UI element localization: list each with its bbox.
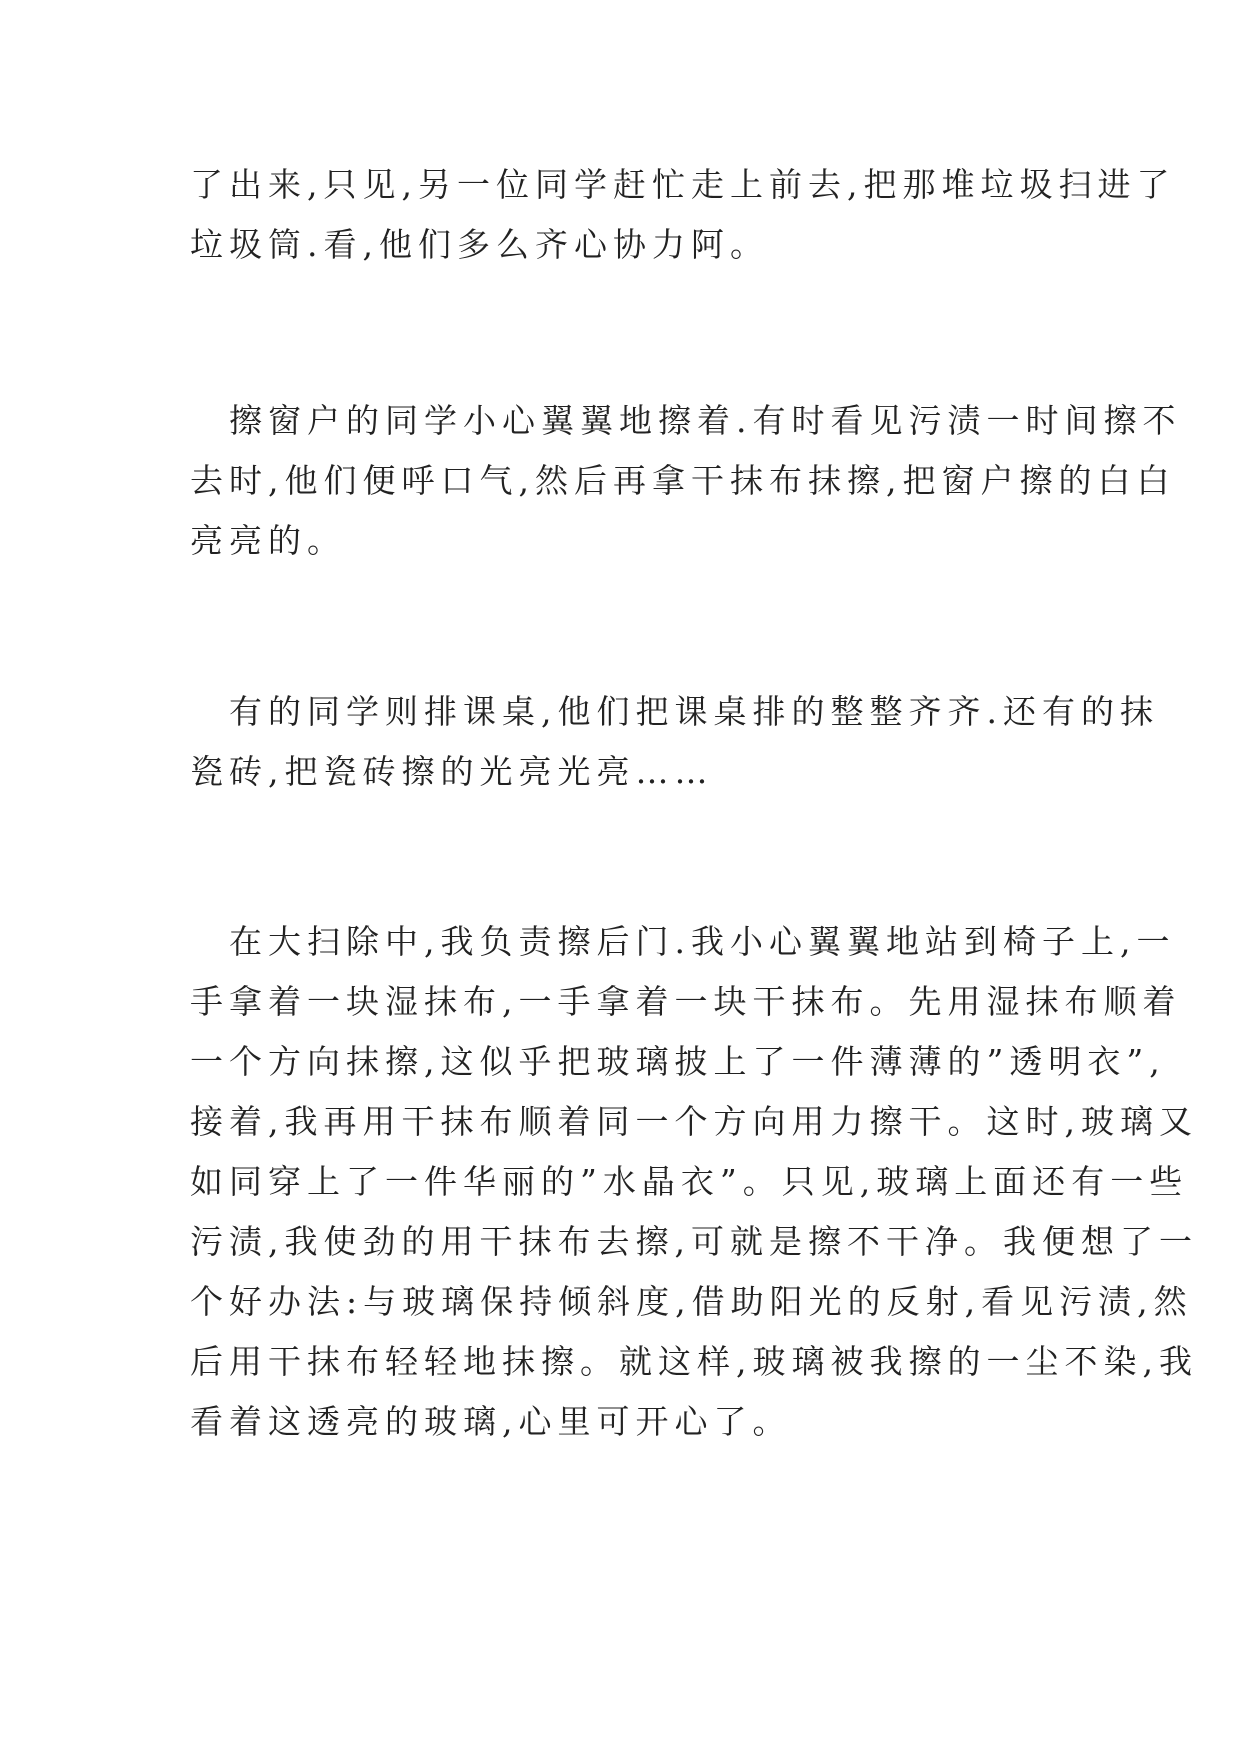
paragraph-line: 接着,我再用干抹布顺着同一个方向用力擦干。这时,玻璃又 <box>190 1102 1198 1141</box>
paragraph-line: 手拿着一块湿抹布,一手拿着一块干抹布。先用湿抹布顺着 <box>190 982 1182 1021</box>
paragraph-line: 瓷砖,把瓷砖擦的光亮光亮…… <box>190 752 714 791</box>
paragraph-line: 有的同学则排课桌,他们把课桌排的整整齐齐.还有的抹 <box>190 692 1159 731</box>
paragraph-line: 亮亮的。 <box>190 521 346 560</box>
paragraph-3 <box>190 682 1159 802</box>
paragraph-line: 如同穿上了一件华丽的”水晶衣”。只见,玻璃上面还有一些 <box>190 1162 1189 1201</box>
paragraph-line: 污渍,我使劲的用干抹布去擦,可就是擦不干净。我便想了一 <box>190 1222 1198 1261</box>
paragraph-line: 一个方向抹擦,这似乎把玻璃披上了一件薄薄的”透明衣”, <box>190 1042 1166 1081</box>
paragraph-line: 垃圾筒.看,他们多么齐心协力阿。 <box>190 225 769 264</box>
paragraph-line: 看着这透亮的玻璃,心里可开心了。 <box>190 1402 792 1441</box>
paragraph-1 <box>190 155 1176 275</box>
paragraph-line: 在大扫除中,我负责擦后门.我小心翼翼地站到椅子上,一 <box>190 922 1176 961</box>
paragraph-line: 擦窗户的同学小心翼翼地擦着.有时看见污渍一时间擦不 <box>190 401 1182 440</box>
paragraph-line: 后用干抹布轻轻地抹擦。就这样,玻璃被我擦的一尘不染,我 <box>190 1342 1198 1381</box>
paragraph-line: 了出来,只见,另一位同学赶忙走上前去,把那堆垃圾扫进了 <box>190 165 1176 204</box>
paragraph-line: 去时,他们便呼口气,然后再拿干抹布抹擦,把窗户擦的白白 <box>190 461 1176 500</box>
paragraph-2 <box>190 391 1182 571</box>
paragraph-4 <box>190 912 1198 1452</box>
paragraph-line: 个好办法:与玻璃保持倾斜度,借助阳光的反射,看见污渍,然 <box>190 1282 1193 1321</box>
